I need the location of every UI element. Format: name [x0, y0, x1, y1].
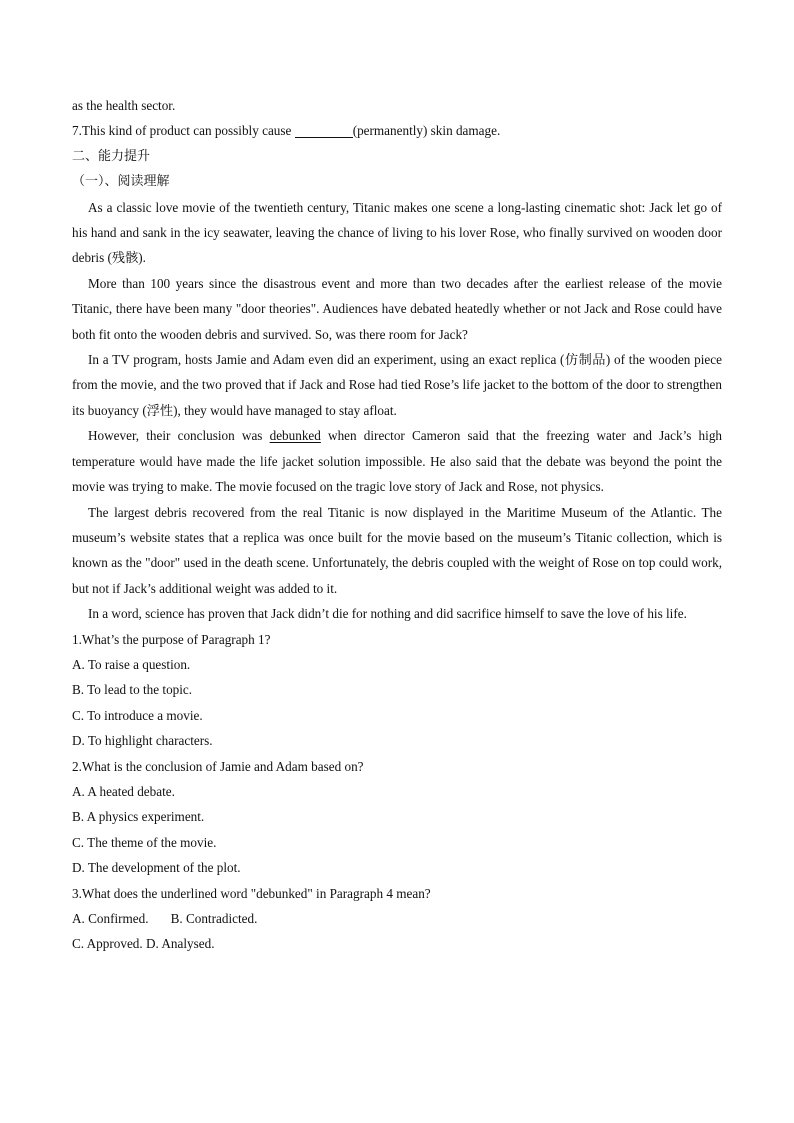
- passage-paragraph-5: The largest debris recovered from the real Titanic is now displayed in the Maritime Museum of the Atlantic. The museum’s website states that a replica was once built for the movie based on the museum’s Titanic collection, which is known as the "door" used in the death scene. Unfortunately, the debris coupled with the weight of Rose on top could work, but not if Jack’s additional weight was added to it.: [72, 504, 722, 596]
- question-3-option-b[interactable]: B. Contradicted.: [170, 911, 258, 926]
- paragraph-4-start: However, their conclusion was: [88, 428, 270, 444]
- answer-blank[interactable]: [295, 123, 353, 138]
- passage-paragraph-3: In a TV program, hosts Jamie and Adam even did an experiment, using an exact replica (仿制品) of the wooden piece from the movie, and the two proved that if Jack and Rose had tied Rose’s life jacket to the bottom of the door to strengthen its buoyancy (浮性), they would have managed to stay afloat.: [72, 352, 722, 418]
- question-2-option-a[interactable]: A. A heated debate.: [72, 783, 175, 799]
- question-3-option-a[interactable]: A. Confirmed.: [72, 911, 149, 926]
- document-page: [72, 93, 722, 957]
- question-3-options-row-2: [72, 931, 722, 956]
- passage-paragraph-2: More than 100 years since the disastrous event and more than two decades after the earliest release of the movie Titanic, there have been many "door theories". Audiences have debated heatedly whether or not Jack and Rose could have both fit onto the wooden debris and survived. So, was there room for Jack?: [72, 275, 722, 342]
- underlined-word: debunked: [269, 428, 321, 444]
- text-line: as the health sector.: [72, 98, 176, 113]
- question-7-text: 7.This kind of product can possibly cause: [72, 123, 295, 139]
- passage-paragraph-4: [72, 423, 722, 499]
- passage-paragraph-6: In a word, science has proven that Jack didn’t die for nothing and did sacrifice himself to save the love of his life.: [88, 606, 687, 622]
- question-3-stem: 3.What does the underlined word "debunked" in Paragraph 4 mean?: [72, 885, 431, 901]
- question-3-option-d[interactable]: D. Analysed.: [146, 936, 215, 952]
- question-3-options-row-1: [72, 906, 722, 931]
- question-3-option-c[interactable]: C. Approved.: [72, 936, 143, 952]
- question-2-option-d[interactable]: D. The development of the plot.: [72, 860, 241, 876]
- question-1-stem: 1.What’s the purpose of Paragraph 1?: [72, 631, 271, 647]
- question-1-option-b[interactable]: B. To lead to the topic.: [72, 682, 193, 698]
- question-7-hint: (permanently) skin damage.: [352, 123, 501, 139]
- question-2-stem: 2.What is the conclusion of Jamie and Adam based on?: [72, 758, 364, 774]
- question-2-option-c[interactable]: C. The theme of the movie.: [72, 834, 217, 850]
- section-subtitle: （一）、阅读理解: [72, 174, 170, 190]
- section-title: 二、能力提升: [72, 148, 151, 164]
- question-7: [72, 118, 722, 143]
- paragraph-4-rest: when director Cameron said that the freezing water and Jack’s high temperature would have made the life jacket solution impossible. He also said that the debate was beyond the point the movie was trying to make. The movie focused on the tragic love story of Jack and Rose, not physics.: [72, 428, 723, 495]
- question-1-option-d[interactable]: D. To highlight characters.: [72, 733, 213, 749]
- passage-paragraph-1: As a classic love movie of the twentieth century, Titanic makes one scene a long-lasting cinematic shot: Jack let go of his hand and sank in the icy seawater, leaving the chance of living to his lover Rose, who finally survived on wooden door debris (残骸).: [72, 199, 722, 266]
- question-1-option-a[interactable]: A. To raise a question.: [72, 656, 191, 672]
- question-1-option-c[interactable]: C. To introduce a movie.: [72, 707, 203, 723]
- question-2-option-b[interactable]: B. A physics experiment.: [72, 809, 205, 825]
